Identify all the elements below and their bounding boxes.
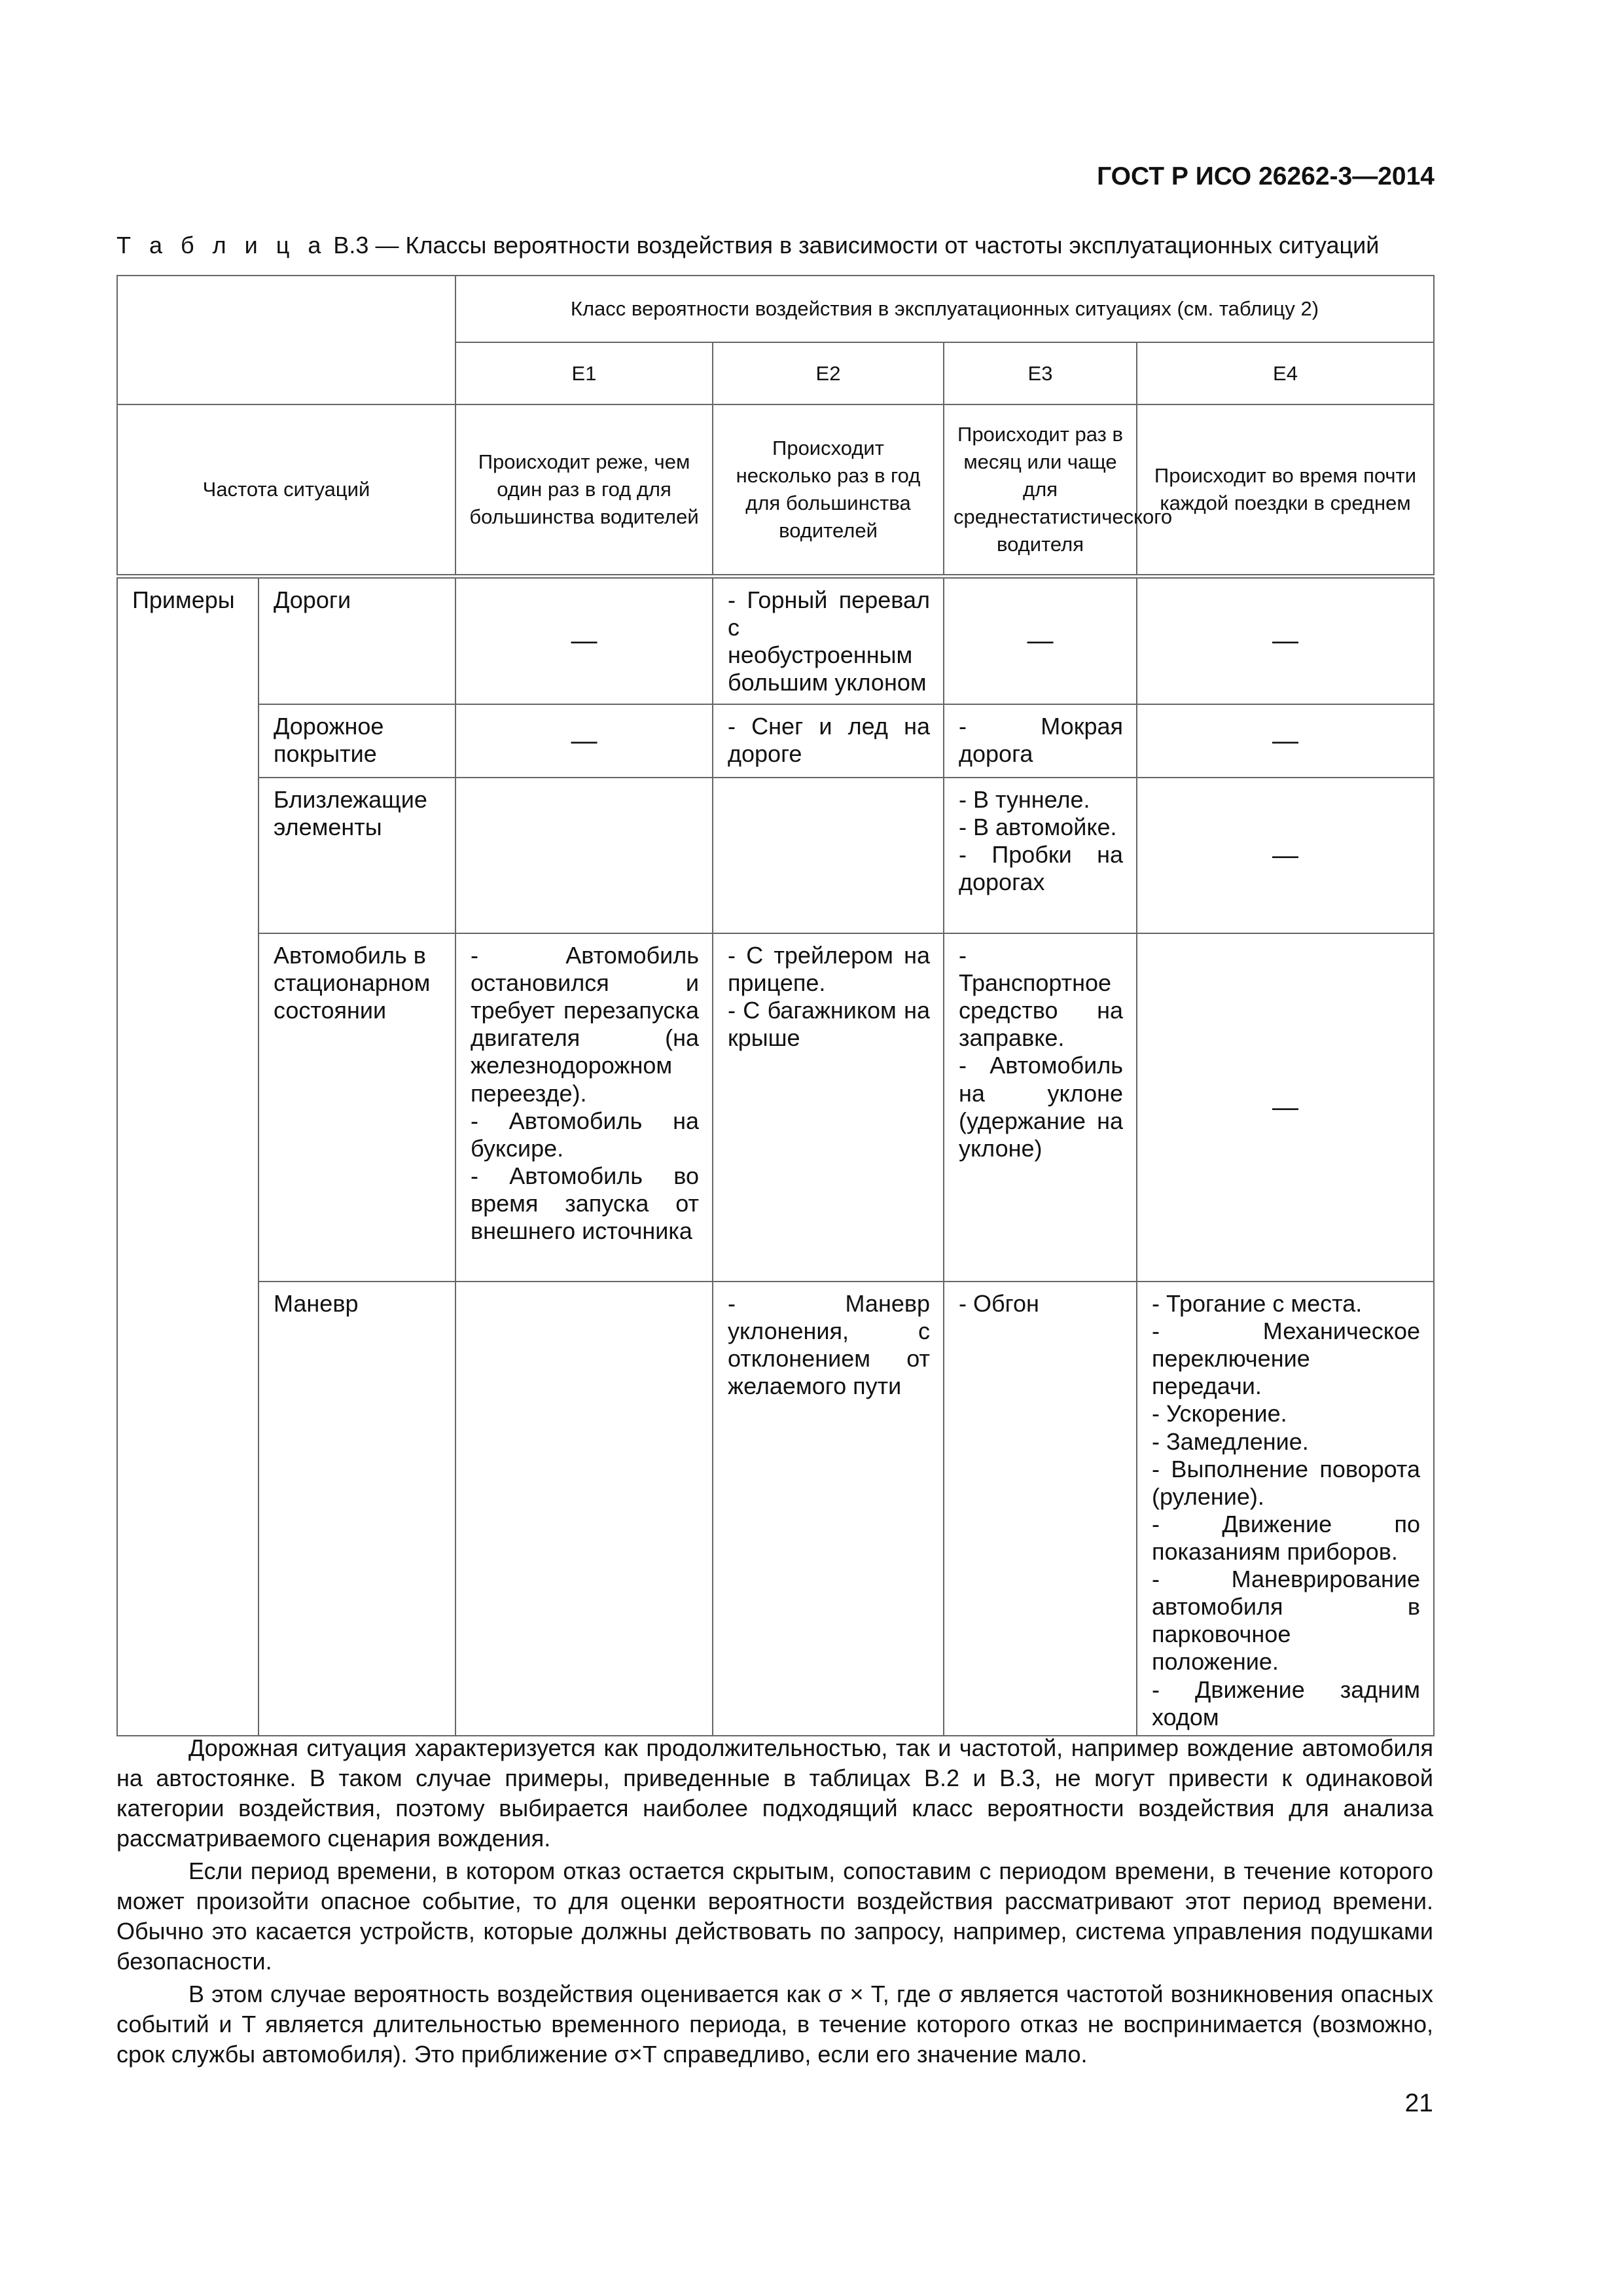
list-item: - Выполнение поворота (руление). — [1152, 1455, 1421, 1510]
list-item: - Замедление. — [1152, 1427, 1309, 1455]
row-label-roads: Дороги — [259, 576, 455, 704]
list-item: - Транспортное средство на заправке. — [959, 942, 1123, 1052]
table-row — [117, 1282, 1434, 1736]
examples-label: Примеры — [117, 576, 259, 1736]
list-item: - С трейлером на прицепе. — [728, 942, 930, 997]
cell-maneuver-e1 — [455, 1282, 713, 1736]
cell-surface-e3: - Мокрая дорога — [944, 704, 1137, 778]
table-row — [117, 933, 1434, 1282]
list-item: - В туннеле. — [959, 786, 1090, 813]
cell-stationary-e4: — — [1137, 933, 1434, 1282]
list-item: - Движение задним ходом — [1152, 1676, 1421, 1731]
class-header-e3: E3 — [944, 342, 1137, 404]
table-row — [117, 576, 1434, 704]
cell-nearby-e1 — [455, 778, 713, 933]
cell-stationary-e1 — [455, 933, 713, 1282]
cell-maneuver-e2: - Маневр уклонения, с отклонением от желаемого пути — [713, 1282, 944, 1736]
frequency-label: Частота ситуаций — [117, 404, 455, 576]
class-header-e1: E1 — [455, 342, 713, 404]
cell-surface-e1: — — [455, 704, 713, 778]
body-paragraph: В этом случае вероятность воздействия оценивается как σ × T, где σ является частотой возникновения опасных событий и T является длительностью временного периода, в течение которого отказ не воспринимается (возможно, срок службы автомобиля). Это приближение σ×T справедливо, если его значение мало. — [116, 1981, 1433, 2068]
cell-surface-e4: — — [1137, 704, 1434, 778]
body-paragraph: Дорожная ситуация характеризуется как продолжительностью, так и частотой, например вождение автомобиля на автостоянке. В таком случае примеры, приведенные в таблицах В.2 и В.3, не могут привести к одинаковой категории воздействия, поэтому выбирается наиболее подходящий класс вероятности воздействия для анализа рассматриваемого сценария вождения. — [116, 1734, 1433, 1852]
row-label-maneuver: Маневр — [259, 1282, 455, 1736]
cell-nearby-e2 — [713, 778, 944, 933]
table-row — [117, 778, 1434, 933]
cell-maneuver-e4 — [1137, 1282, 1434, 1736]
cell-roads-e2: - Горный перевал с необустроенным большим уклоном — [713, 576, 944, 704]
cell-roads-e3: — — [944, 576, 1137, 704]
exposure-class-table — [116, 275, 1435, 1736]
list-item: - Автомобиль на уклоне (удержание на уклоне) — [959, 1052, 1123, 1162]
cell-surface-e2: - Снег и лед на дороге — [713, 704, 944, 778]
cell-nearby-e3 — [944, 778, 1137, 933]
list-item: - Автомобиль на буксире. — [471, 1107, 699, 1162]
class-header-e4: E4 — [1137, 342, 1434, 404]
frequency-e1: Происходит реже, чем один раз в год для большинства водителей — [455, 404, 713, 576]
list-item: - Маневрирование автомобиля в парковочное положение. — [1152, 1566, 1421, 1676]
cell-stationary-e3 — [944, 933, 1137, 1282]
row-label-stationary-vehicle: Автомобиль в стационарном состоянии — [259, 933, 455, 1282]
frequency-e3: Происходит раз в месяц или чаще для среднестатистического водителя — [944, 404, 1137, 576]
list-item: - В автомойке. — [959, 814, 1117, 841]
frequency-e2: Происходит несколько раз в год для большинства водителей — [713, 404, 944, 576]
list-item: - Ускорение. — [1152, 1400, 1287, 1427]
document-code: ГОСТ Р ИСО 26262-3—2014 — [1097, 162, 1435, 190]
cell-nearby-e4: — — [1137, 778, 1434, 933]
page-number: 21 — [1404, 2089, 1433, 2117]
body-paragraph: Если период времени, в котором отказ остается скрытым, сопоставим с периодом времени, в течение которого может произойти опасное событие, то для оценки вероятности воздействия рассматривают этот период времени. Обычно это касается устройств, которые должны действовать по запросу, например, система управления подушками безопасности. — [116, 1857, 1433, 1975]
table-caption-text: В.3 — Классы вероятности воздействия в зависимости от частоты эксплуатационных ситуаций — [333, 232, 1380, 259]
list-item: - Механическое переключение передачи. — [1152, 1318, 1421, 1400]
frequency-e4: Происходит во время почти каждой поездки в среднем — [1137, 404, 1434, 576]
row-label-road-surface: Дорожное покрытие — [259, 704, 455, 778]
cell-maneuver-e3: - Обгон — [944, 1282, 1137, 1736]
list-item: - С багажником на крыше — [728, 997, 930, 1052]
table-row — [117, 704, 1434, 778]
list-item: - Трогание с места. — [1152, 1290, 1363, 1317]
list-item: - Автомобиль во время запуска от внешнего источника — [471, 1162, 699, 1245]
cell-stationary-e2 — [713, 933, 944, 1282]
table-caption — [116, 232, 1517, 259]
list-item: - Движение по показаниям приборов. — [1152, 1510, 1421, 1565]
row-label-nearby-elements: Близлежащие элементы — [259, 778, 455, 933]
table-corner-cell — [117, 276, 455, 404]
list-item: - Автомобиль остановился и требует перезапуска двигателя (на железнодорожном переезде). — [471, 942, 699, 1107]
table-caption-label: Т а б л и ц а — [116, 232, 327, 259]
list-item: - Пробки на дорогах — [959, 841, 1123, 896]
cell-roads-e1: — — [455, 576, 713, 704]
group-header: Класс вероятности воздействия в эксплуатационных ситуациях (см. таблицу 2) — [455, 276, 1434, 342]
cell-roads-e4: — — [1137, 576, 1434, 704]
class-header-e2: E2 — [713, 342, 944, 404]
